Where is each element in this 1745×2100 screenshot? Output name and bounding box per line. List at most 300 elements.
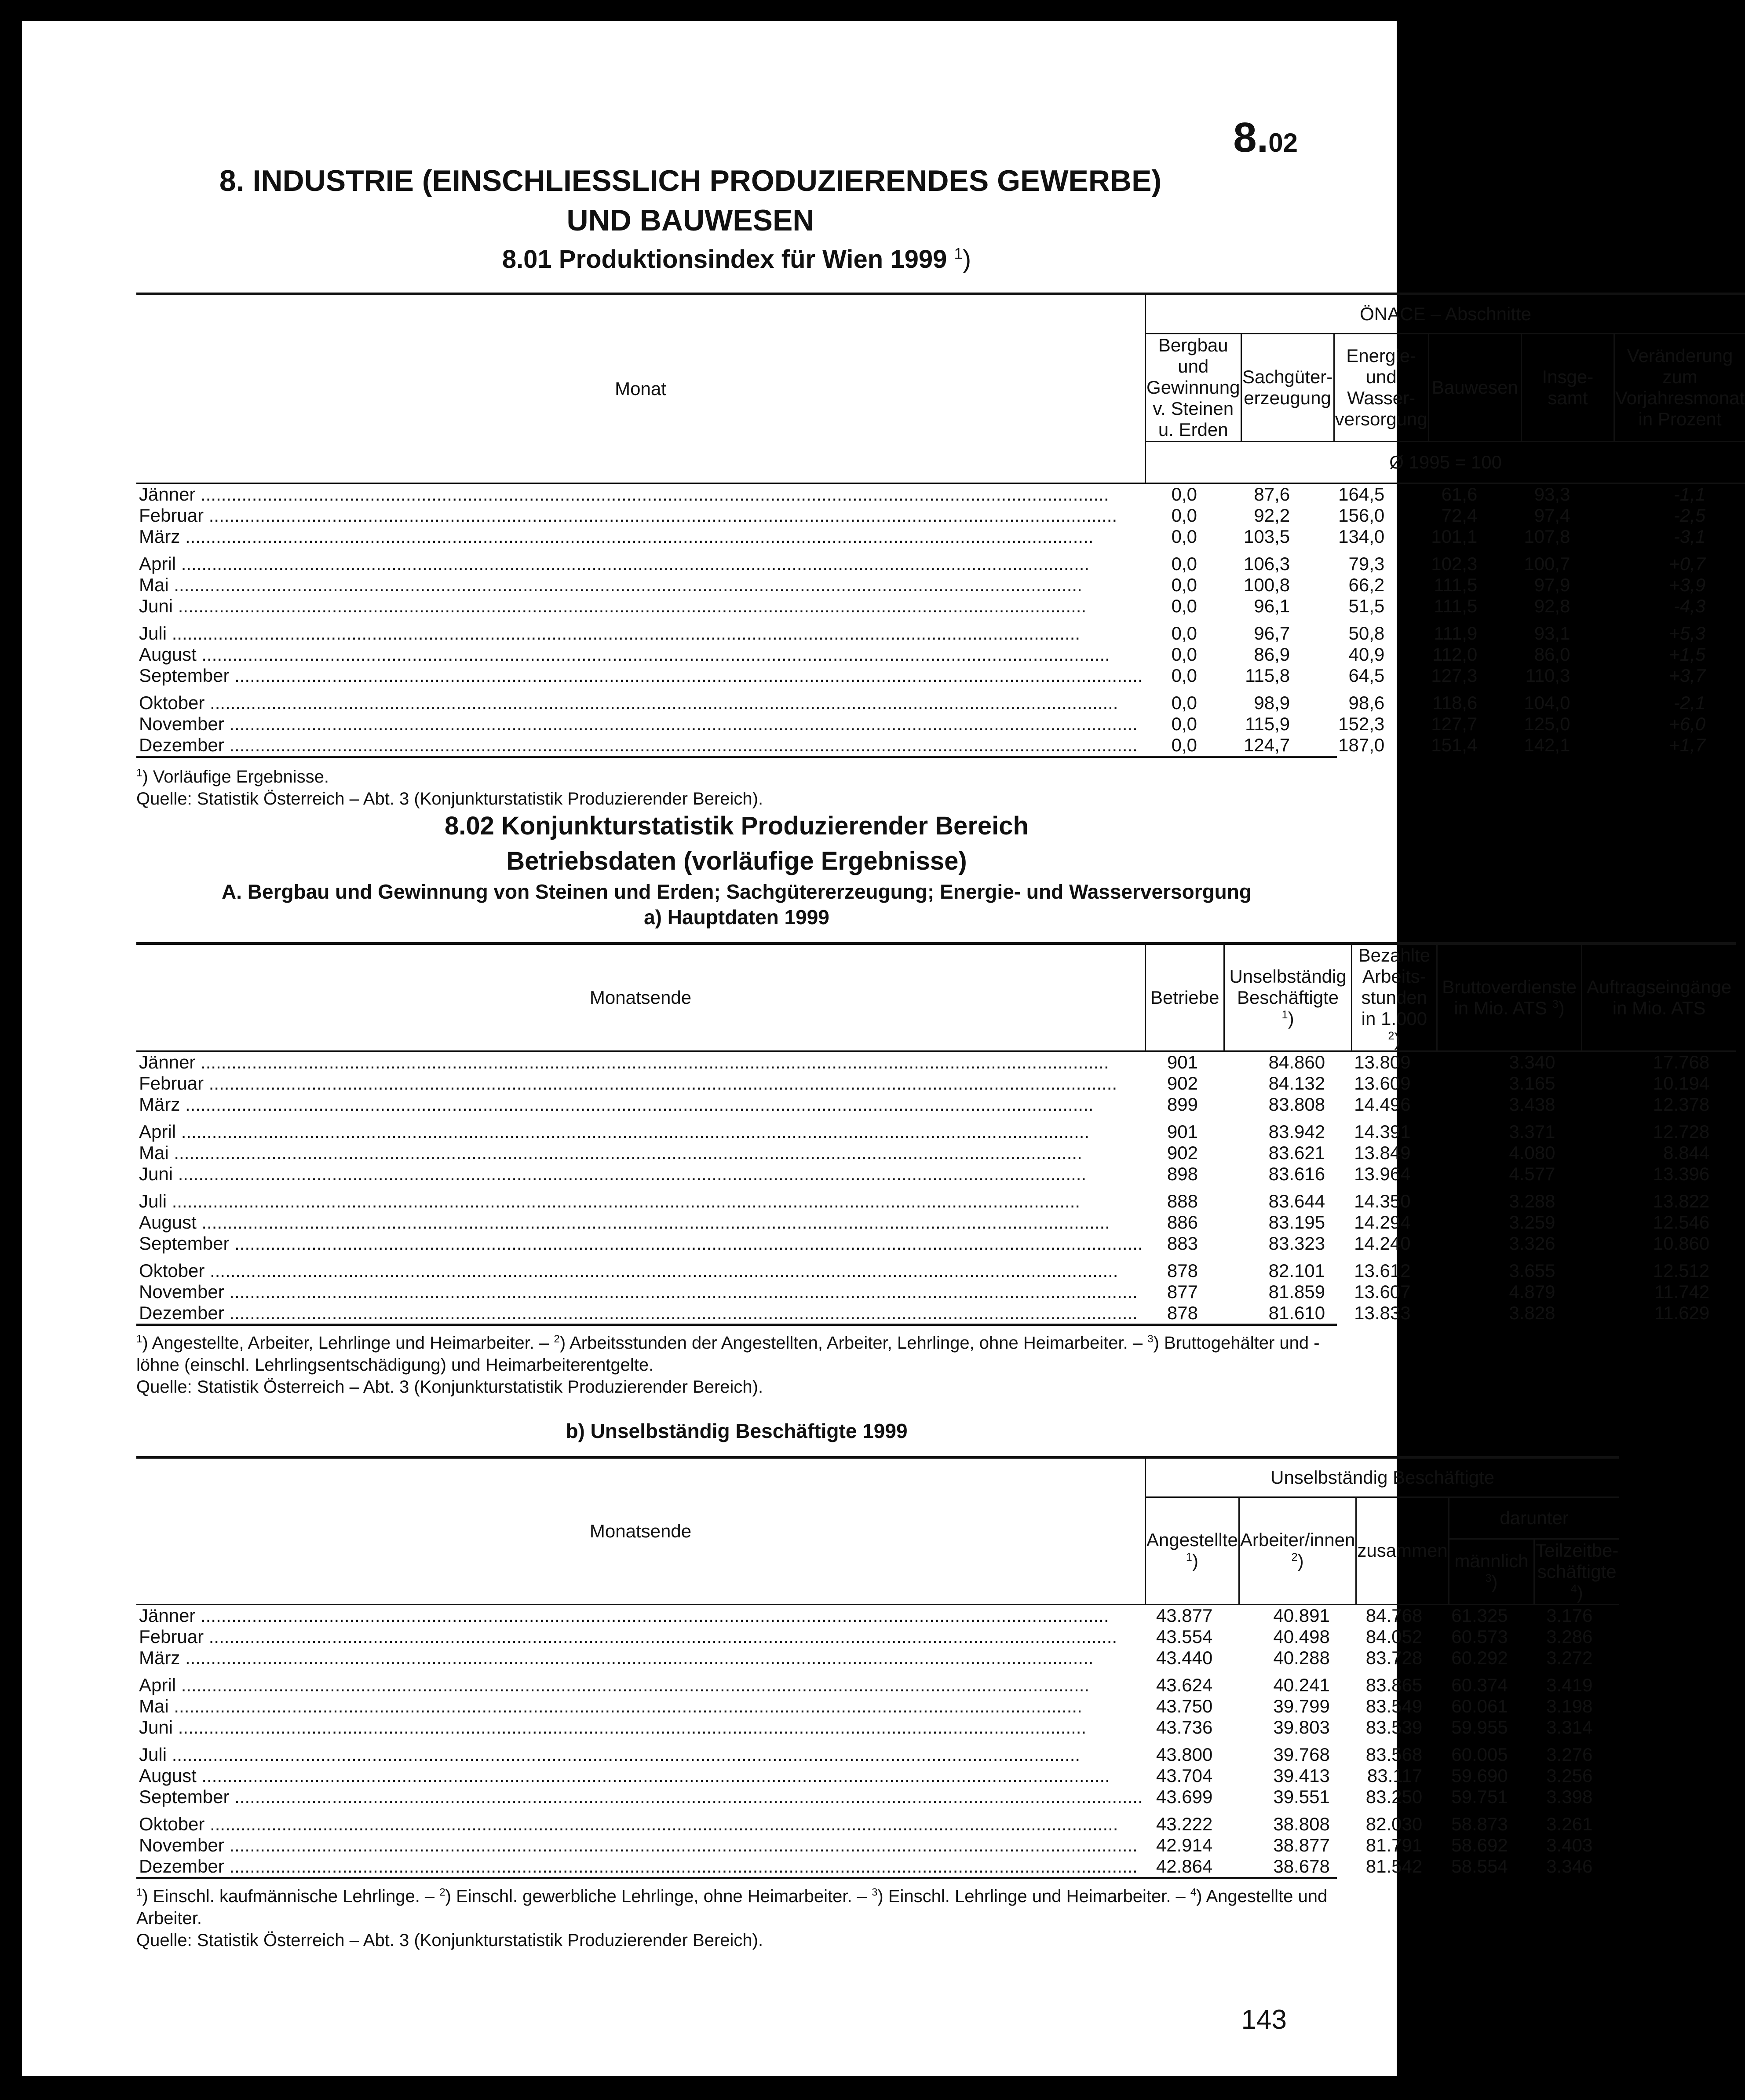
table-802a-footnotes — [136, 1332, 1337, 1376]
table-cell: 83.195 — [1268, 1212, 1325, 1233]
group-spacer — [136, 686, 1745, 692]
table-cell: 43.750 — [1156, 1695, 1213, 1716]
row-label: Dezember ..... — [136, 735, 1146, 756]
table-cell: 61,6 — [1441, 483, 1478, 505]
col-header-801-0: Bergbau und Gewinnung v. Steinen u. Erden — [1146, 333, 1241, 441]
footnote-text: ) Bruttogehälter und -löhne (einschl. Lehrlingsentschädigung) und Heimarbeiterentgelte. — [136, 1333, 1320, 1375]
table-cell: 39.551 — [1273, 1786, 1330, 1807]
table-cell: 43.440 — [1156, 1647, 1213, 1668]
table-cell: 59.955 — [1451, 1716, 1508, 1738]
table-cell: +3,7 — [1669, 665, 1706, 686]
footnote-mark: 2 — [554, 1333, 560, 1345]
table-cell: 60.292 — [1451, 1647, 1508, 1668]
table-cell: 3.314 — [1546, 1716, 1593, 1738]
table-cell: 17.768 — [1653, 1052, 1710, 1072]
table-cell: 38.678 — [1273, 1855, 1330, 1877]
table-cell: 86,0 — [1534, 644, 1570, 665]
row-label: Juli ..... — [136, 623, 1146, 644]
table-cell: 40.498 — [1273, 1626, 1330, 1647]
footnote-text: ) Einschl. gewerbliche Lehrlinge, ohne Heimarbeiter. – — [445, 1886, 872, 1906]
table-cell: 98,9 — [1254, 692, 1290, 713]
row-label: März ..... — [136, 1094, 1146, 1115]
table-801-section — [136, 242, 1745, 810]
table-cell: 3.326 — [1509, 1233, 1555, 1254]
table-cell: -2,5 — [1673, 505, 1706, 526]
table-cell: 81.610 — [1268, 1302, 1325, 1323]
table-cell: +0,7 — [1669, 553, 1706, 574]
group-spacer — [136, 617, 1745, 623]
col-header-801-2: Energie- und Wasser- versorgung — [1334, 333, 1428, 441]
col-header-802b-4: Teilzeitbe- schäftigte $^4$) — [1534, 1539, 1619, 1604]
row-label: November ..... — [136, 1281, 1146, 1302]
group-spacer — [136, 1738, 1619, 1744]
table-cell: 13.809 — [1354, 1052, 1411, 1072]
group-spacer — [136, 1807, 1619, 1814]
table-row — [136, 713, 1745, 735]
table-cell: 82.030 — [1365, 1813, 1423, 1834]
col-header-802b-3: männlich $^3$) — [1449, 1539, 1534, 1604]
table-cell: 898 — [1167, 1163, 1198, 1184]
table-cell: 100,8 — [1244, 574, 1290, 595]
table-cell: 3.286 — [1546, 1626, 1593, 1647]
table-cell: 40.891 — [1273, 1605, 1330, 1626]
table-cell: 0,0 — [1171, 553, 1197, 574]
row-label: Jänner ..... — [136, 1051, 1146, 1073]
table-cell: 59.690 — [1451, 1765, 1508, 1786]
col-header-802a-3: Bruttoverdienste in Mio. ATS $^3$) — [1437, 944, 1582, 1051]
table-cell: 84.860 — [1268, 1052, 1325, 1072]
footnote-ref: 3 — [1552, 998, 1559, 1010]
spacer-cell — [136, 1254, 1736, 1260]
row-label: August ..... — [136, 644, 1146, 665]
table-cell: 40.241 — [1273, 1674, 1330, 1695]
table-cell: 0,0 — [1171, 692, 1197, 713]
table-cell: 127,7 — [1431, 713, 1478, 734]
table-cell: 51,5 — [1348, 595, 1385, 616]
table-cell: 72,4 — [1441, 505, 1478, 526]
table-row — [136, 1281, 1736, 1302]
table-row — [136, 1142, 1736, 1163]
col-header-801-4: Insge- samt — [1521, 333, 1614, 441]
table-cell: 4.577 — [1509, 1163, 1555, 1184]
table-cell: 0,0 — [1171, 526, 1197, 547]
table-cell: 901 — [1167, 1052, 1198, 1072]
table-802a-header — [136, 944, 1736, 1051]
table-cell: 83.621 — [1268, 1142, 1325, 1163]
table-row — [136, 644, 1745, 665]
table-cell: 93,1 — [1534, 622, 1570, 644]
table-cell: 93,3 — [1534, 483, 1570, 505]
row-label: Februar ..... — [136, 1626, 1146, 1647]
table-802a-endline — [136, 1324, 1337, 1326]
footnote-ref: 1 — [1281, 1009, 1288, 1021]
table-cell: 97,4 — [1534, 505, 1570, 526]
footnote-ref: 4 — [1570, 1582, 1577, 1595]
header-label: männlich — [1454, 1550, 1529, 1571]
table-cell: 58.554 — [1451, 1855, 1508, 1877]
table-row — [136, 526, 1745, 547]
footnote-text: ) Angestellte und Arbeiter. — [136, 1886, 1328, 1928]
table-cell: 92,8 — [1534, 595, 1570, 616]
table-cell: 58.692 — [1451, 1834, 1508, 1855]
table-cell: +3,9 — [1669, 574, 1706, 595]
table-cell: 38.808 — [1273, 1813, 1330, 1834]
table-cell: 3.655 — [1509, 1260, 1555, 1281]
row-label: September ..... — [136, 665, 1146, 686]
table-802a — [136, 942, 1736, 1324]
table-cell: 151,4 — [1431, 734, 1478, 755]
table-cell: 142,1 — [1524, 734, 1570, 755]
spacer-cell — [136, 547, 1745, 553]
col-header-801-1: Sachgüter- erzeugung — [1241, 333, 1334, 441]
row-label: Mai ..... — [136, 1696, 1146, 1717]
table-cell: 96,1 — [1254, 595, 1290, 616]
table-cell: 40.288 — [1273, 1647, 1330, 1668]
table-row — [136, 1191, 1736, 1212]
table-cell: 82.101 — [1268, 1260, 1325, 1281]
table-cell: 902 — [1167, 1073, 1198, 1094]
spacer-cell — [136, 1738, 1619, 1744]
table-802a-source: Quelle: Statistik Österreich – Abt. 3 (Konjunkturstatistik Produzierender Bereich). — [136, 1377, 763, 1397]
table-row — [136, 1051, 1736, 1073]
table-cell: 0,0 — [1171, 595, 1197, 616]
table-cell: 3.398 — [1546, 1786, 1593, 1807]
col-header-monatsende: Monatsende — [589, 1520, 692, 1541]
row-label: Mai ..... — [136, 574, 1146, 596]
table-cell: 13.612 — [1354, 1260, 1411, 1281]
table-cell: 83.808 — [1268, 1094, 1325, 1115]
table-cell: 61.325 — [1451, 1605, 1508, 1626]
table-cell: 13.396 — [1653, 1163, 1710, 1184]
table-cell: +1,7 — [1669, 734, 1706, 755]
col-header-monatsende: Monatsende — [589, 987, 692, 1008]
header-label: Bezahlte Arbeits- stunden in 1.000 — [1358, 945, 1431, 1029]
footnote-mark: 3 — [872, 1886, 878, 1899]
table-cell: 111,5 — [1434, 595, 1478, 616]
table-row — [136, 596, 1745, 617]
table-cell: 83.250 — [1365, 1786, 1423, 1807]
header-label: Betriebe — [1150, 987, 1219, 1008]
table-cell: 38.877 — [1273, 1834, 1330, 1855]
footnote-text: ) Einschl. kaufmännische Lehrlinge. – — [142, 1886, 440, 1906]
table-cell: 83.117 — [1367, 1765, 1423, 1786]
table-cell: 3.256 — [1546, 1765, 1593, 1786]
footnote-text: ) Einschl. Lehrlinge und Heimarbeiter. – — [877, 1886, 1190, 1906]
row-label: Juli ..... — [136, 1744, 1146, 1765]
table-cell: 81.791 — [1365, 1834, 1423, 1855]
table-cell: 901 — [1167, 1121, 1198, 1142]
row-label: Februar ..... — [136, 505, 1146, 526]
footnote-mark: 1 — [136, 1886, 142, 1899]
spacer-cell — [136, 686, 1745, 692]
table-cell: -1,1 — [1673, 483, 1706, 505]
table-cell: 0,0 — [1171, 505, 1197, 526]
table-801-body — [136, 483, 1745, 756]
table-801 — [136, 293, 1745, 756]
table-row — [136, 1212, 1736, 1233]
table-cell: 125,0 — [1524, 713, 1570, 734]
row-label: Februar ..... — [136, 1073, 1146, 1094]
table-cell: 98,6 — [1348, 692, 1385, 713]
row-label: Jänner ..... — [136, 483, 1146, 505]
base-row: Ø 1995 = 100 — [1146, 441, 1745, 483]
table-cell: 3.438 — [1509, 1094, 1555, 1115]
table-cell: +1,5 — [1669, 644, 1706, 665]
table-cell: 0,0 — [1171, 644, 1197, 665]
table-cell: 3.346 — [1546, 1855, 1593, 1877]
row-label: Oktober ..... — [136, 1260, 1146, 1281]
table-cell: 3.272 — [1546, 1647, 1593, 1668]
table-cell: 3.165 — [1509, 1073, 1555, 1094]
table-cell: 96,7 — [1254, 622, 1290, 644]
table-cell: 4.879 — [1509, 1281, 1555, 1302]
table-cell: 39.803 — [1273, 1716, 1330, 1738]
table-row — [136, 1094, 1736, 1115]
col-header-801-5: Veränderung zum Vorjahresmonat in Prozent — [1614, 333, 1745, 441]
table-cell: 0,0 — [1171, 622, 1197, 644]
table-cell: 97,9 — [1534, 574, 1570, 595]
header-label: Auftragseingänge in Mio. ATS — [1586, 977, 1732, 1018]
table-cell: 0,0 — [1171, 713, 1197, 734]
table-cell: 13.833 — [1354, 1302, 1411, 1323]
table-row — [136, 1675, 1619, 1696]
table-cell: 111,5 — [1434, 574, 1478, 595]
group-header-onace: ÖNACE – Abschnitte — [1146, 294, 1745, 333]
table-cell: 81.859 — [1268, 1281, 1325, 1302]
table-row — [136, 505, 1745, 526]
table-row — [136, 1717, 1619, 1738]
table-cell: -2,1 — [1673, 692, 1706, 713]
table-row — [136, 483, 1745, 505]
table-cell: 3.276 — [1546, 1744, 1593, 1765]
table-cell: +6,0 — [1669, 713, 1706, 734]
footnote-mark: 3 — [1147, 1333, 1154, 1345]
table-cell: 83.323 — [1268, 1233, 1325, 1254]
table-row — [136, 1814, 1619, 1835]
table-cell: 58.873 — [1451, 1813, 1508, 1834]
table-cell: 13.849 — [1354, 1142, 1411, 1163]
table-802b-body — [136, 1604, 1619, 1877]
table-cell: +5,3 — [1669, 622, 1706, 644]
table-801-title: 8.01 Produktionsindex für Wien 1999 $^1$) — [502, 245, 971, 274]
table-cell: 39.799 — [1273, 1695, 1330, 1716]
table-cell: 3.259 — [1509, 1212, 1555, 1233]
table-cell: 3.340 — [1509, 1052, 1555, 1072]
col-header-802a-0 — [1146, 944, 1224, 1051]
header-label: Unselbständig Beschäftigte — [1229, 966, 1347, 1008]
col-header-802a-4 — [1581, 944, 1736, 1051]
table-cell: 40,9 — [1348, 644, 1385, 665]
table-cell: 83.568 — [1365, 1744, 1423, 1765]
footnote-ref: 2 — [1388, 1030, 1395, 1042]
table-cell: 107,8 — [1524, 526, 1570, 547]
table-cell: 902 — [1167, 1142, 1198, 1163]
table-cell: 39.768 — [1273, 1744, 1330, 1765]
row-label: Dezember ..... — [136, 1856, 1146, 1877]
col-header-802b-2 — [1356, 1497, 1449, 1604]
table-cell: 13.609 — [1354, 1073, 1411, 1094]
table-cell: 92,2 — [1254, 505, 1290, 526]
group-spacer — [136, 1185, 1736, 1191]
row-label: Jänner ..... — [136, 1604, 1146, 1626]
table-row — [136, 1744, 1619, 1765]
table-cell: 60.005 — [1451, 1744, 1508, 1765]
table-cell: 3.371 — [1509, 1121, 1555, 1142]
table-cell: 43.699 — [1156, 1786, 1213, 1807]
col-header-801-3: Bauwesen — [1428, 333, 1521, 441]
table-cell: 39.413 — [1273, 1765, 1330, 1786]
table-cell: 86,9 — [1254, 644, 1290, 665]
table-cell: 152,3 — [1338, 713, 1385, 734]
chapter-title: 8. INDUSTRIE (EINSCHLIESSLICH PRODUZIERENDES GEWERBE) UND BAUWESEN — [219, 164, 1162, 237]
table-cell: 106,3 — [1244, 553, 1290, 574]
col-header-802a-2: Bezahlte Arbeits- stunden in 1.000 $^2$) — [1351, 944, 1437, 1051]
table-row — [136, 1302, 1736, 1324]
row-label: Juli ..... — [136, 1191, 1146, 1212]
table-cell: 84.052 — [1365, 1626, 1423, 1647]
row-label: September ..... — [136, 1786, 1146, 1807]
table-802b-source: Quelle: Statistik Österreich – Abt. 3 (Konjunkturstatistik Produzierender Bereich). — [136, 1930, 763, 1950]
table-cell: 43.554 — [1156, 1626, 1213, 1647]
table-cell: 3.261 — [1546, 1813, 1593, 1834]
table-cell: 84.768 — [1365, 1605, 1423, 1626]
col-header-802b-0: Angestellte $^1$) — [1146, 1497, 1239, 1604]
table-cell: 83.549 — [1365, 1695, 1423, 1716]
table-cell: 81.542 — [1365, 1855, 1423, 1877]
table-cell: 66,2 — [1348, 574, 1385, 595]
table-cell: 14.350 — [1354, 1191, 1411, 1211]
table-cell: 14.496 — [1354, 1094, 1411, 1115]
table-cell: 43.736 — [1156, 1716, 1213, 1738]
table-cell: 59.751 — [1451, 1786, 1508, 1807]
footnote-text: ) Angestellte, Arbeiter, Lehrlinge und Heimarbeiter. – — [142, 1333, 554, 1353]
table-cell: 3.403 — [1546, 1834, 1593, 1855]
table-cell: 83.644 — [1268, 1191, 1325, 1211]
table-cell: 60.061 — [1451, 1695, 1508, 1716]
table-801-header — [136, 294, 1745, 483]
table-802b — [136, 1456, 1619, 1877]
table-cell: 13.964 — [1354, 1163, 1411, 1184]
table-802b-endline — [136, 1877, 1337, 1879]
table-cell: 187,0 — [1338, 734, 1385, 755]
sub-group-darunter: darunter — [1449, 1497, 1619, 1539]
table-cell: 64,5 — [1348, 665, 1385, 686]
table-cell: 3.198 — [1546, 1695, 1593, 1716]
table-cell: 100,7 — [1524, 553, 1570, 574]
table-cell: 83.942 — [1268, 1121, 1325, 1142]
table-cell: -4,3 — [1673, 595, 1706, 616]
table-cell: 11.629 — [1654, 1302, 1710, 1323]
table-row — [136, 1626, 1619, 1647]
table-row — [136, 1121, 1736, 1142]
row-label: März ..... — [136, 1647, 1146, 1668]
table-cell: 43.704 — [1156, 1765, 1213, 1786]
table-cell: 12.728 — [1653, 1121, 1710, 1142]
table-cell: 3.419 — [1546, 1674, 1593, 1695]
footnote-ref: 1 — [1186, 1551, 1192, 1563]
table-cell: 124,7 — [1244, 734, 1290, 755]
table-cell: 43.222 — [1156, 1813, 1213, 1834]
header-label: Teilzeitbe- schäftigte — [1535, 1540, 1619, 1582]
group-spacer — [136, 547, 1745, 553]
table-cell: 11.742 — [1654, 1281, 1710, 1302]
table-row — [136, 1260, 1736, 1281]
table-row — [136, 1647, 1619, 1668]
table-cell: 43.877 — [1156, 1605, 1213, 1626]
table-cell: 83.728 — [1365, 1647, 1423, 1668]
table-cell: 14.294 — [1354, 1212, 1411, 1233]
table-row — [136, 1163, 1736, 1185]
table-801-footnote: $^1$) Vorläufige Ergebnisse. — [136, 767, 329, 787]
table-cell: 42.914 — [1156, 1834, 1213, 1855]
table-row — [136, 735, 1745, 756]
table-cell: 883 — [1167, 1233, 1198, 1254]
table-cell: 79,3 — [1348, 553, 1385, 574]
table-cell: 0,0 — [1171, 483, 1197, 505]
footnote-mark: 1 — [136, 1333, 142, 1345]
table-cell: 83.865 — [1365, 1674, 1423, 1695]
table-cell: 164,5 — [1338, 483, 1385, 505]
table-row — [136, 1696, 1619, 1717]
table-row — [136, 1073, 1736, 1094]
table-cell: 134,0 — [1338, 526, 1385, 547]
footnote-ref: 3 — [1485, 1572, 1492, 1584]
table-row — [136, 1856, 1619, 1877]
table-cell: 878 — [1167, 1260, 1198, 1281]
table-cell: 888 — [1167, 1191, 1198, 1211]
table-cell: 111,9 — [1434, 622, 1478, 644]
row-label: Oktober ..... — [136, 692, 1146, 713]
table-row — [136, 574, 1745, 596]
table-cell: 12.512 — [1653, 1260, 1710, 1281]
row-label: Dezember ..... — [136, 1302, 1146, 1324]
table-cell: 83.539 — [1365, 1716, 1423, 1738]
table-row — [136, 623, 1745, 644]
table-802-subtitle: A. Bergbau und Gewinnung von Steinen und Erden; Sachgütererzeugung; Energie- und Wasserversorgung a) Hauptdaten 1999 — [222, 880, 1252, 929]
table-row — [136, 1604, 1619, 1626]
row-label: November ..... — [136, 1835, 1146, 1856]
table-cell: 50,8 — [1348, 622, 1385, 644]
table-cell: 878 — [1167, 1302, 1198, 1323]
col-header-month: Monat — [615, 378, 666, 399]
table-row — [136, 665, 1745, 686]
table-cell: 12.378 — [1653, 1094, 1710, 1115]
table-cell: 102,3 — [1431, 553, 1478, 574]
row-label: April ..... — [136, 1121, 1146, 1142]
table-cell: 104,0 — [1524, 692, 1570, 713]
table-cell: 115,9 — [1245, 713, 1290, 734]
spacer-cell — [136, 617, 1745, 623]
table-802b-footnotes — [136, 1885, 1337, 1929]
table-cell: 3.828 — [1509, 1302, 1555, 1323]
table-cell: 8.844 — [1663, 1142, 1710, 1163]
row-label: März ..... — [136, 526, 1146, 547]
table-cell: 101,1 — [1431, 526, 1478, 547]
table-cell: 42.864 — [1156, 1855, 1213, 1877]
table-cell: 84.132 — [1268, 1073, 1325, 1094]
table-cell: 899 — [1167, 1094, 1198, 1115]
table-cell: 14.240 — [1354, 1233, 1411, 1254]
group-spacer — [136, 1668, 1619, 1675]
header-label: Angestellte — [1146, 1529, 1238, 1550]
table-row — [136, 692, 1745, 713]
header-label: Arbeiter/innen — [1240, 1529, 1355, 1550]
table-cell: 118,6 — [1432, 692, 1478, 713]
table-row — [136, 1786, 1619, 1807]
table-cell: -3,1 — [1673, 526, 1706, 547]
row-label: Juni ..... — [136, 1163, 1146, 1185]
table-cell: 10.860 — [1653, 1233, 1710, 1254]
